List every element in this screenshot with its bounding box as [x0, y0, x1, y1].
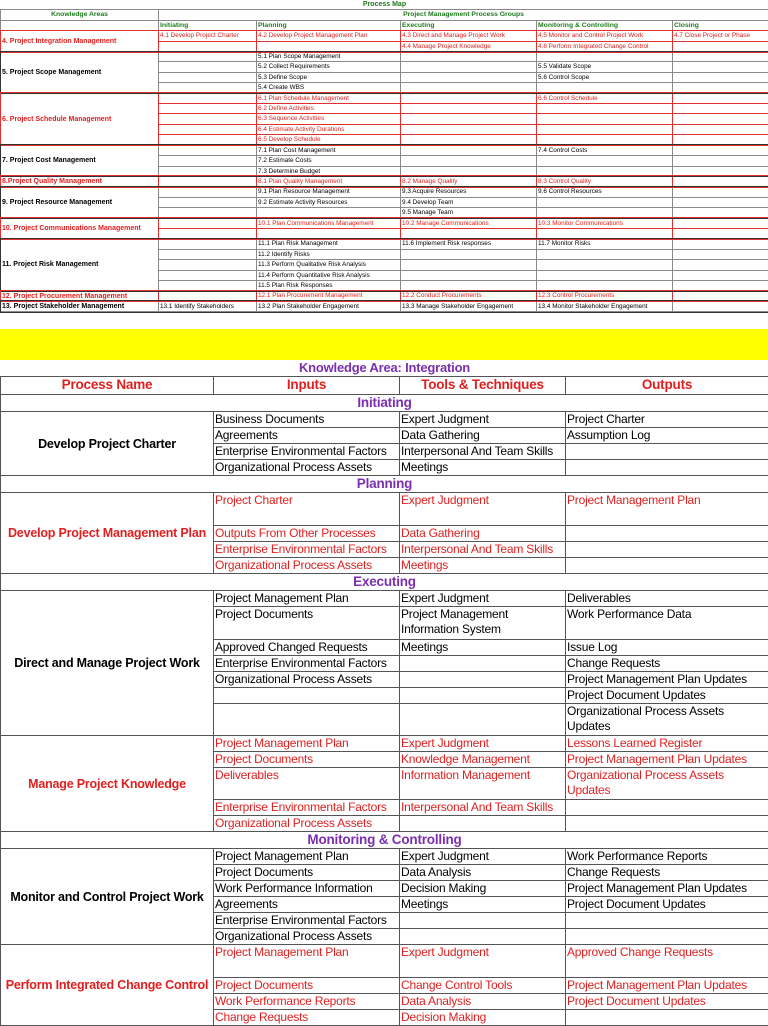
process-cell: [159, 41, 257, 51]
output-cell: [566, 542, 768, 558]
input-cell: Project Management Plan: [214, 591, 400, 607]
output-cell: Project Management Plan Updates: [566, 672, 768, 688]
tool-cell: Data Analysis: [400, 865, 566, 881]
process-cell: 5.2 Collect Requirements: [257, 62, 401, 72]
output-cell: Issue Log: [566, 640, 768, 656]
process-name: Develop Project Charter: [1, 412, 214, 476]
input-cell: Business Documents: [214, 412, 400, 428]
tool-cell: [400, 929, 566, 945]
process-name: Direct and Manage Project Work: [1, 591, 214, 736]
area-integration: [1, 31, 768, 52]
process-cell: [537, 156, 673, 166]
process-cell: 4.4 Manage Project Knowledge: [401, 41, 537, 51]
process-cell: 12.3 Control Procurements: [537, 291, 673, 301]
process-cell: 6.3 Sequence Activities: [257, 114, 401, 124]
input-cell: Project Management Plan: [214, 945, 400, 978]
output-cell: Project Document Updates: [566, 897, 768, 913]
process-cell: 9.6 Control Resources: [537, 187, 673, 197]
input-cell: Project Documents: [214, 865, 400, 881]
area-procurement: [1, 291, 768, 301]
process-cell: [673, 166, 768, 176]
tool-cell: Interpersonal And Team Skills: [400, 800, 566, 816]
area-name: 13. Project Stakeholder Management: [1, 301, 159, 311]
process-cell: 7.4 Control Costs: [537, 145, 673, 155]
tool-cell: Meetings: [400, 558, 566, 574]
process-name: Manage Project Knowledge: [1, 736, 214, 832]
process-cell: [673, 218, 768, 228]
process-cell: 11.2 Identify Risks: [257, 249, 401, 259]
output-cell: Organizational Process Assets Updates: [566, 704, 768, 736]
header-tools: Tools & Techniques: [400, 377, 566, 395]
process-cell: [159, 218, 257, 228]
process-cell: [401, 114, 537, 124]
process-cell: [673, 228, 768, 238]
process-cell: 11.6 Implement Risk responses: [401, 239, 537, 249]
output-cell: [566, 460, 768, 476]
header-outputs: Outputs: [566, 377, 768, 395]
input-cell: Change Requests: [214, 1010, 400, 1026]
output-cell: Project Document Updates: [566, 994, 768, 1010]
output-cell: [566, 1010, 768, 1026]
process-cell: 6.5 Develop Schedule: [257, 135, 401, 145]
process-cell: 11.7 Monitor Risks: [537, 239, 673, 249]
process-cell: [401, 260, 537, 270]
process-cell: [159, 145, 257, 155]
input-cell: Organizational Process Assets: [214, 672, 400, 688]
area-name: 10. Project Communications Management: [1, 218, 159, 239]
process-cell: 12.1 Plan Procurement Management: [257, 291, 401, 301]
output-cell: Change Requests: [566, 865, 768, 881]
process-cell: [401, 156, 537, 166]
process-cell: 6.1 Plan Schedule Management: [257, 93, 401, 103]
col-closing: Closing: [673, 20, 768, 30]
process-cell: [537, 135, 673, 145]
process-cell: [401, 83, 537, 93]
process-cell: [159, 239, 257, 249]
output-cell: Work Performance Reports: [566, 849, 768, 865]
area-quality: [1, 176, 768, 186]
process-cell: 8.2 Manage Quality: [401, 176, 537, 186]
process-cell: [673, 41, 768, 51]
process-cell: [537, 249, 673, 259]
area-name: 5. Project Scope Management: [1, 52, 159, 94]
process-cell: [159, 52, 257, 62]
integration-table: [0, 360, 768, 1026]
process-cell: [159, 104, 257, 114]
process-cell: [159, 83, 257, 93]
process-cell: [673, 135, 768, 145]
integration-title: Knowledge Area: Integration: [1, 360, 768, 377]
process-cell: [401, 145, 537, 155]
process-cell: 6.4 Estimate Activity Durations: [257, 124, 401, 134]
process-cell: [159, 156, 257, 166]
process-cell: [401, 228, 537, 238]
group-monitoring: Monitoring & Controlling: [1, 832, 768, 849]
process-cell: [537, 270, 673, 280]
area-name: 6. Project Schedule Management: [1, 93, 159, 145]
process-cell: [159, 228, 257, 238]
process-cell: [401, 135, 537, 145]
header-inputs: Inputs: [214, 377, 400, 395]
process-cell: [673, 239, 768, 249]
input-cell: Agreements: [214, 428, 400, 444]
process-cell: [537, 104, 673, 114]
process-cell: [159, 260, 257, 270]
area-name: 8.Project Quality Management: [1, 176, 159, 186]
process-cell: 5.6 Control Scope: [537, 72, 673, 82]
input-cell: Project Documents: [214, 607, 400, 640]
process-cell: [673, 62, 768, 72]
input-cell: Organizational Process Assets: [214, 558, 400, 574]
process-cell: [159, 135, 257, 145]
process-cell: 4.6 Perform Integrated Change Control: [537, 41, 673, 51]
tool-cell: Expert Judgment: [400, 849, 566, 865]
header-spacer: [1, 20, 159, 30]
input-cell: Organizational Process Assets: [214, 460, 400, 476]
process-cell: [257, 228, 401, 238]
process-name: Develop Project Management Plan: [1, 493, 214, 574]
process-cell: 5.3 Define Scope: [257, 72, 401, 82]
area-communications: [1, 218, 768, 239]
process-cell: [673, 93, 768, 103]
input-cell: Deliverables: [214, 768, 400, 800]
process-cell: [159, 166, 257, 176]
process-cell: [537, 83, 673, 93]
process-cell: [401, 249, 537, 259]
process-cell: 6.6 Control Schedule: [537, 93, 673, 103]
process-cell: [159, 176, 257, 186]
process-cell: [401, 270, 537, 280]
area-schedule: [1, 93, 768, 145]
process-cell: [159, 93, 257, 103]
tool-cell: Expert Judgment: [400, 412, 566, 428]
process-cell: 11.5 Plan Risk Responses: [257, 280, 401, 290]
process-cell: 9.1 Plan Resource Management: [257, 187, 401, 197]
process-cell: [401, 93, 537, 103]
output-cell: [566, 929, 768, 945]
process-cell: 9.3 Acquire Resources: [401, 187, 537, 197]
process-cell: [159, 249, 257, 259]
output-cell: Approved Change Requests: [566, 945, 768, 978]
process-name: Perform Integrated Change Control: [1, 945, 214, 1026]
process-name: Monitor and Control Project Work: [1, 849, 214, 945]
process-cell: 7.1 Plan Cost Management: [257, 145, 401, 155]
input-cell: Project Charter: [214, 493, 400, 526]
input-cell: Organizational Process Assets: [214, 816, 400, 832]
input-cell: Enterprise Environmental Factors: [214, 542, 400, 558]
process-cell: [673, 83, 768, 93]
process-cell: 9.5 Manage Team: [401, 208, 537, 218]
process-cell: 13.4 Monitor Stakeholder Engagement: [537, 301, 673, 311]
process-cell: [673, 291, 768, 301]
area-scope: [1, 52, 768, 94]
output-cell: Project Charter: [566, 412, 768, 428]
output-cell: [566, 444, 768, 460]
process-cell: [401, 72, 537, 82]
input-cell: Project Management Plan: [214, 849, 400, 865]
input-cell: Agreements: [214, 897, 400, 913]
output-cell: Change Requests: [566, 656, 768, 672]
process-cell: [673, 249, 768, 259]
tool-cell: Interpersonal And Team Skills: [400, 444, 566, 460]
process-cell: 4.2 Develop Project Management Plan: [257, 31, 401, 41]
col-planning: Planning: [257, 20, 401, 30]
output-cell: Project Management Plan Updates: [566, 752, 768, 768]
process-cell: [537, 114, 673, 124]
tool-cell: Decision Making: [400, 881, 566, 897]
tool-cell: Expert Judgment: [400, 493, 566, 526]
process-groups-header: Project Management Process Groups: [159, 10, 768, 20]
process-cell: 8.1 Plan Quality Management: [257, 176, 401, 186]
output-cell: [566, 816, 768, 832]
tool-cell: Decision Making: [400, 1010, 566, 1026]
tool-cell: Data Analysis: [400, 994, 566, 1010]
process-cell: [159, 72, 257, 82]
process-cell: [673, 72, 768, 82]
process-cell: 10.2 Manage Communications: [401, 218, 537, 228]
process-cell: [401, 104, 537, 114]
area-name: 11. Project Risk Management: [1, 239, 159, 291]
area-resource: [1, 187, 768, 218]
output-cell: Assumption Log: [566, 428, 768, 444]
process-cell: [537, 228, 673, 238]
output-cell: Organizational Process Assets Updates: [566, 768, 768, 800]
tool-cell: [400, 688, 566, 704]
process-cell: [159, 280, 257, 290]
tool-cell: Meetings: [400, 897, 566, 913]
process-cell: [673, 187, 768, 197]
process-cell: 4.3 Direct and Manage Project Work: [401, 31, 537, 41]
output-cell: [566, 913, 768, 929]
output-cell: Project Management Plan Updates: [566, 881, 768, 897]
process-cell: [401, 166, 537, 176]
input-cell: Enterprise Environmental Factors: [214, 444, 400, 460]
input-cell: Work Performance Reports: [214, 994, 400, 1010]
tool-cell: Change Control Tools: [400, 978, 566, 994]
process-cell: 8.3 Control Quality: [537, 176, 673, 186]
input-cell: Enterprise Environmental Factors: [214, 656, 400, 672]
process-cell: 4.5 Monitor and Control Project Work: [537, 31, 673, 41]
col-initiating: Initiating: [159, 20, 257, 30]
process-cell: [159, 187, 257, 197]
output-cell: Project Document Updates: [566, 688, 768, 704]
process-cell: [673, 156, 768, 166]
tool-cell: Expert Judgment: [400, 736, 566, 752]
tool-cell: [400, 913, 566, 929]
output-cell: [566, 526, 768, 542]
process-cell: [673, 114, 768, 124]
process-cell: [159, 208, 257, 218]
header-process-name: Process Name: [1, 377, 214, 395]
group-planning: Planning: [1, 476, 768, 493]
col-executing: Executing: [401, 20, 537, 30]
tool-cell: [400, 704, 566, 736]
area-name: 4. Project Integration Management: [1, 31, 159, 52]
area-risk: [1, 239, 768, 291]
process-cell: 7.3 Determine Budget: [257, 166, 401, 176]
tool-cell: Interpersonal And Team Skills: [400, 542, 566, 558]
process-cell: [537, 124, 673, 134]
process-cell: 7.2 Estimate Costs: [257, 156, 401, 166]
process-cell: [673, 145, 768, 155]
process-cell: 9.2 Estimate Activity Resources: [257, 197, 401, 207]
output-cell: Project Management Plan: [566, 493, 768, 526]
process-cell: 10.1 Plan Communications Management: [257, 218, 401, 228]
input-cell: Project Documents: [214, 752, 400, 768]
yellow-separator: [0, 329, 768, 360]
tool-cell: Information Management: [400, 768, 566, 800]
output-cell: Lessons Learned Register: [566, 736, 768, 752]
process-cell: [673, 260, 768, 270]
col-monitoring: Monitoring & Controlling: [537, 20, 673, 30]
process-cell: 10.3 Monitor Communications: [537, 218, 673, 228]
process-cell: 11.3 Perform Qualitative Risk Analysis: [257, 260, 401, 270]
process-cell: [537, 208, 673, 218]
area-name: 12. Project Procurement Management: [1, 291, 159, 301]
group-executing: Executing: [1, 574, 768, 591]
tool-cell: Knowledge Management: [400, 752, 566, 768]
process-cell: [159, 62, 257, 72]
process-cell: [537, 166, 673, 176]
output-cell: Project Management Plan Updates: [566, 978, 768, 994]
process-cell: [401, 62, 537, 72]
process-cell: [673, 124, 768, 134]
area-cost: [1, 145, 768, 176]
input-cell: Work Performance Information: [214, 881, 400, 897]
process-cell: [673, 270, 768, 280]
area-stakeholder: [1, 301, 768, 311]
process-cell: [401, 124, 537, 134]
process-cell: 12.2 Conduct Procurements: [401, 291, 537, 301]
process-cell: 5.5 Validate Scope: [537, 62, 673, 72]
process-cell: [673, 280, 768, 290]
process-cell: 4.7 Close Project or Phase: [673, 31, 768, 41]
process-cell: [401, 280, 537, 290]
process-cell: [673, 176, 768, 186]
process-cell: 13.1 Identify Stakeholders: [159, 301, 257, 311]
tool-cell: Expert Judgment: [400, 591, 566, 607]
tool-cell: [400, 672, 566, 688]
process-cell: 11.4 Perform Quantitative Risk Analysis: [257, 270, 401, 280]
process-cell: 6.2 Define Activities: [257, 104, 401, 114]
process-cell: 13.3 Manage Stakeholder Engagement: [401, 301, 537, 311]
input-cell: Enterprise Environmental Factors: [214, 800, 400, 816]
process-cell: 11.1 Plan Risk Management: [257, 239, 401, 249]
process-cell: [537, 52, 673, 62]
process-cell: [159, 124, 257, 134]
process-cell: [159, 197, 257, 207]
process-cell: [159, 291, 257, 301]
process-cell: [159, 270, 257, 280]
input-cell: Outputs From Other Processes: [214, 526, 400, 542]
process-cell: [673, 301, 768, 311]
output-cell: [566, 558, 768, 574]
input-cell: [214, 688, 400, 704]
process-cell: [673, 104, 768, 114]
input-cell: Enterprise Environmental Factors: [214, 913, 400, 929]
process-cell: [159, 114, 257, 124]
process-cell: [537, 260, 673, 270]
input-cell: Approved Changed Requests: [214, 640, 400, 656]
process-cell: [673, 52, 768, 62]
process-cell: 5.4 Create WBS: [257, 83, 401, 93]
process-cell: 13.2 Plan Stakeholder Engagement: [257, 301, 401, 311]
tool-cell: Expert Judgment: [400, 945, 566, 978]
process-cell: [673, 208, 768, 218]
tool-cell: [400, 816, 566, 832]
process-cell: [401, 52, 537, 62]
tool-cell: Meetings: [400, 640, 566, 656]
group-initiating: Initiating: [1, 395, 768, 412]
process-cell: [673, 197, 768, 207]
tool-cell: Project Management Information System: [400, 607, 566, 640]
process-cell: 9.4 Develop Team: [401, 197, 537, 207]
tool-cell: Data Gathering: [400, 428, 566, 444]
process-cell: [257, 41, 401, 51]
output-cell: [566, 800, 768, 816]
input-cell: [214, 704, 400, 736]
area-name: 7. Project Cost Management: [1, 145, 159, 176]
input-cell: Project Management Plan: [214, 736, 400, 752]
process-cell: [537, 280, 673, 290]
process-map-table: [0, 0, 768, 312]
input-cell: Organizational Process Assets: [214, 929, 400, 945]
output-cell: Work Performance Data: [566, 607, 768, 640]
tool-cell: Meetings: [400, 460, 566, 476]
process-cell: 5.1 Plan Scope Management: [257, 52, 401, 62]
process-cell: [537, 197, 673, 207]
knowledge-areas-header: Knowledge Areas: [1, 10, 159, 20]
process-cell: 4.1 Develop Project Charter: [159, 31, 257, 41]
tool-cell: [400, 656, 566, 672]
area-name: 9. Project Resource Management: [1, 187, 159, 218]
process-cell: [257, 208, 401, 218]
input-cell: Project Documents: [214, 978, 400, 994]
output-cell: Deliverables: [566, 591, 768, 607]
tool-cell: Data Gathering: [400, 526, 566, 542]
process-map-title: Process Map: [1, 0, 768, 10]
